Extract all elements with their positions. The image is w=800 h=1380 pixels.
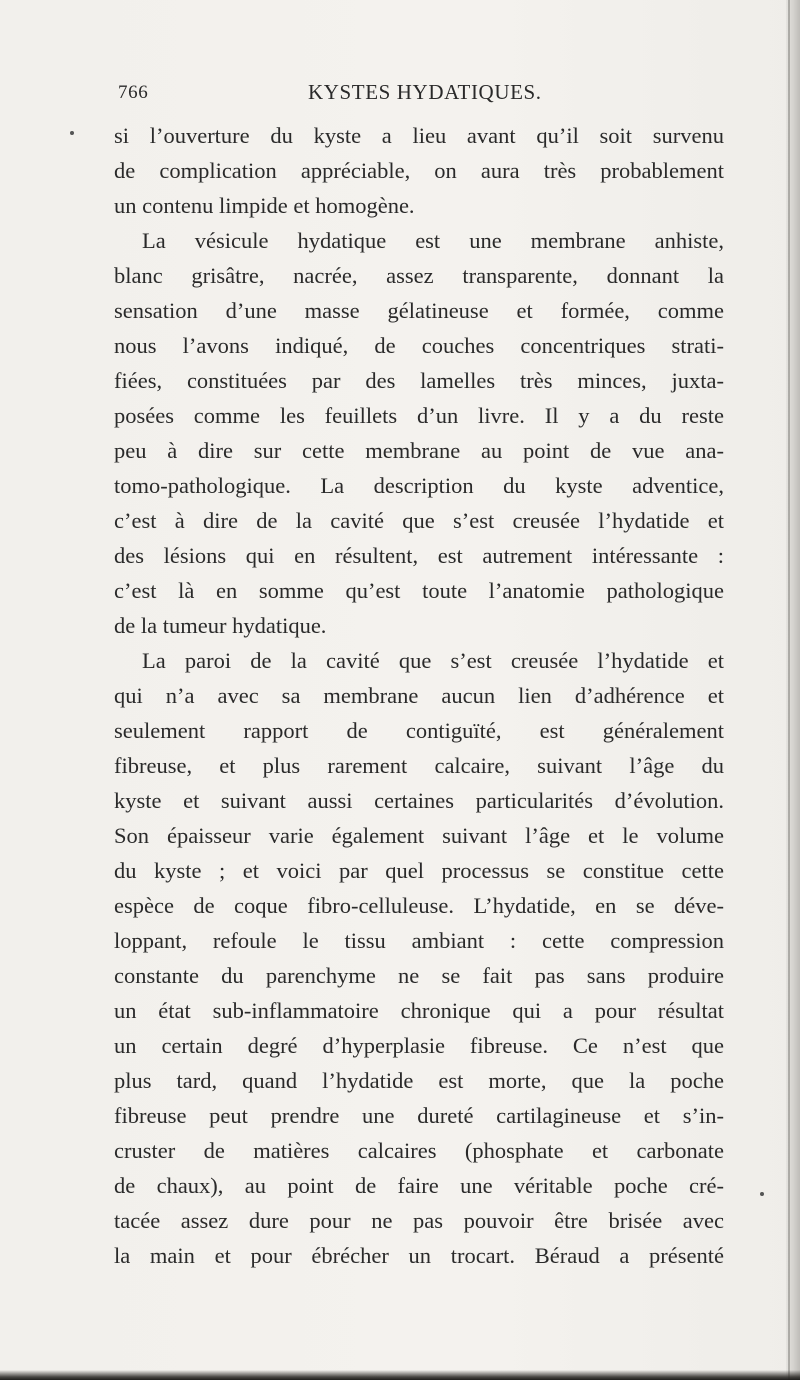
text-line: posées comme les feuillets d’un livre. Il y a du reste [114,403,724,428]
text-line: c’est à dire de la cavité que s’est creusée l’hydatide et [114,508,724,533]
page-number: 766 [118,82,149,103]
text-line: La vésicule hydatique est une membrane anhiste, [142,228,724,253]
text-line: peu à dire sur cette membrane au point de vue ana- [114,438,724,463]
margin-mark [70,131,74,135]
text-line: un certain degré d’hyperplasie fibreuse. Ce n’est que [114,1033,724,1058]
text-line: un contenu limpide et homogène. [114,193,415,218]
text-line: fiées, constituées par des lamelles très minces, juxta- [114,368,724,393]
text-line: espèce de coque fibro-celluleuse. L’hydatide, en se déve- [114,893,724,918]
text-line: Son épaisseur varie également suivant l’âge et le volume [114,823,724,848]
text-line: la main et pour ébrécher un trocart. Béraud a présenté [114,1243,724,1268]
text-line: un état sub-inflammatoire chronique qui a pour résultat [114,998,724,1023]
text-line: tomo-pathologique. La description du kyste adventice, [114,473,724,498]
text-line: de chaux), au point de faire une véritable poche cré- [114,1173,724,1198]
text-line: La paroi de la cavité que s’est creusée l’hydatide et [142,648,724,673]
text-line: blanc grisâtre, nacrée, assez transparente, donnant la [114,263,724,288]
text-line: fibreuse, et plus rarement calcaire, suivant l’âge du [114,753,724,778]
page-edge-line [788,0,790,1380]
text-line: seulement rapport de contiguïté, est généralement [114,718,724,743]
page-bottom-shadow [0,1370,800,1380]
text-line: plus tard, quand l’hydatide est morte, que la poche [114,1068,724,1093]
text-line: de complication appréciable, on aura très probablement [114,158,724,183]
text-line: c’est là en somme qu’est toute l’anatomie pathologique [114,578,724,603]
text-line: cruster de matières calcaires (phosphate et carbonate [114,1138,724,1163]
running-head: KYSTES HYDATIQUES. [308,80,542,104]
text-line: kyste et suivant aussi certaines particularités d’évolution. [114,788,724,813]
page-header [118,78,718,108]
text-line: de la tumeur hydatique. [114,613,327,638]
margin-mark [760,1192,764,1196]
text-line: fibreuse peut prendre une dureté cartilagineuse et s’in- [114,1103,724,1128]
text-line: qui n’a avec sa membrane aucun lien d’adhérence et [114,683,724,708]
text-line: loppant, refoule le tissu ambiant : cette compression [114,928,724,953]
text-line: si l’ouverture du kyste a lieu avant qu’il soit survenu [114,123,724,148]
text-line: du kyste ; et voici par quel processus se constitue cette [114,858,724,883]
text-line: nous l’avons indiqué, de couches concentriques strati- [114,333,724,358]
text-line: des lésions qui en résultent, est autrement intéressante : [114,543,724,568]
text-line: sensation d’une masse gélatineuse et formée, comme [114,298,724,323]
body-text [114,118,724,1273]
text-line: constante du parenchyme ne se fait pas sans produire [114,963,724,988]
text-line: tacée assez dure pour ne pas pouvoir être brisée avec [114,1208,724,1233]
